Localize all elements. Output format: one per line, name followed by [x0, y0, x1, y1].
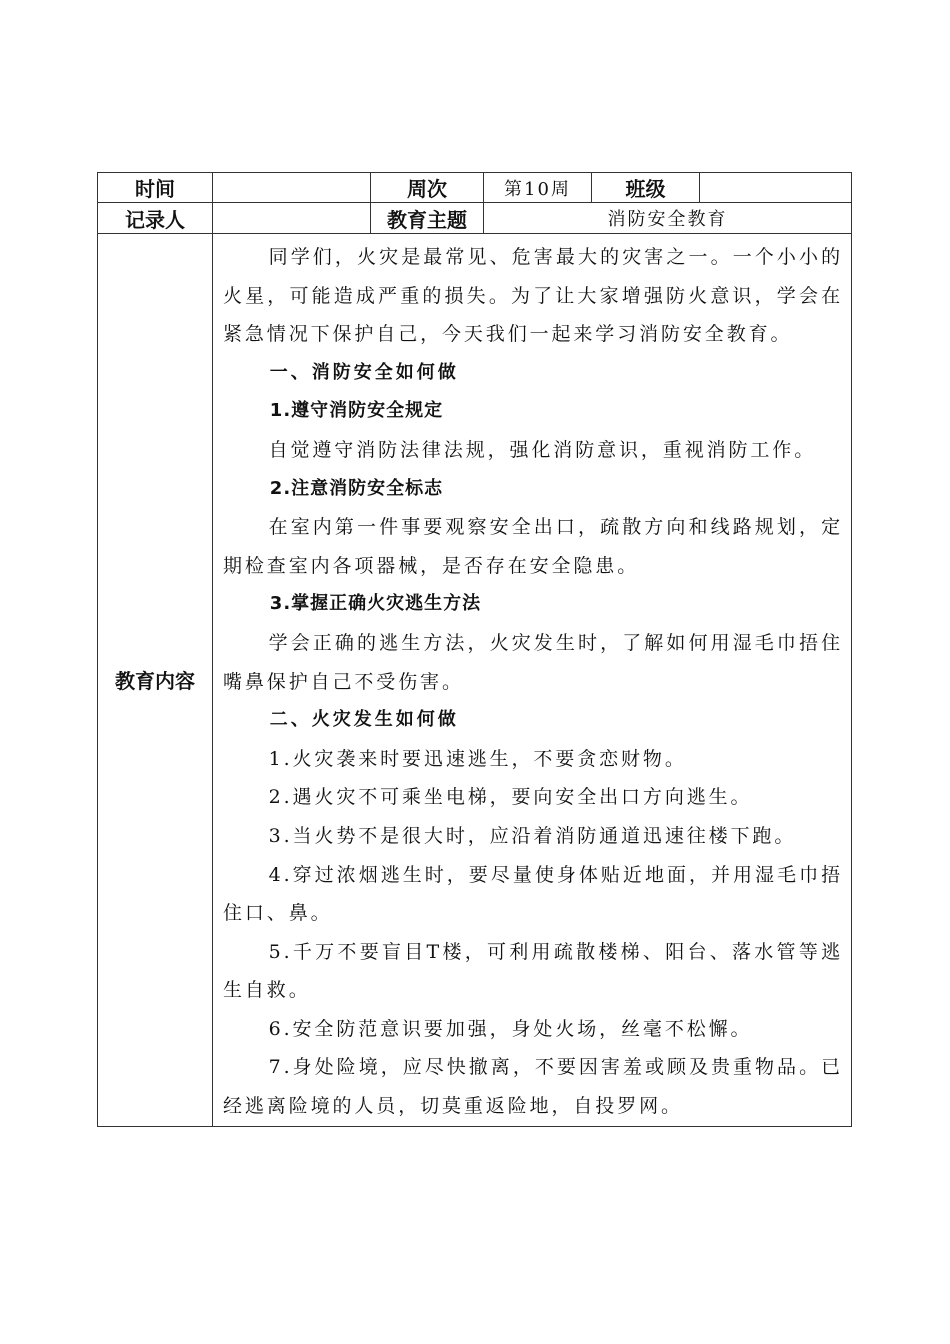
s2-item-7: 7.身处险境，应尽快撤离，不要因害羞或顾及贵重物品。已经逃离险境的人员，切莫重返险地，自投罗网。: [223, 1056, 843, 1118]
intro-paragraph: 同学们，火灾是最常见、危害最大的灾害之一。一个小小的火星，可能造成严重的损失。为了让大家增强防火意识，学会在紧急情况下保护自己，今天我们一起来学习消防安全教育。: [223, 246, 843, 346]
theme-value: 消防安全教育: [484, 203, 852, 234]
recorder-label: 记录人: [98, 203, 213, 234]
s1-item1-title: 1.遵守消防安全规定: [269, 400, 444, 422]
content-row: [98, 234, 852, 1127]
class-label: 班级: [592, 173, 700, 203]
education-record-table: [97, 172, 852, 1127]
s2-item-6: 6.安全防范意识要加强，身处火场，丝毫不松懈。: [268, 1017, 753, 1040]
s2-item-3: 3.当火势不是很大时，应沿着消防通道迅速往楼下跑。: [268, 824, 797, 847]
section1-title: 一、消防安全如何做: [269, 361, 459, 383]
content-body: [213, 234, 852, 1127]
theme-label: 教育主题: [371, 203, 484, 234]
s1-item2-text: 在室内第一件事要观察安全出口，疏散方向和线路规划，定期检查室内各项器械，是否存在安全隐患。: [223, 516, 843, 577]
time-label: 时间: [98, 173, 213, 203]
s1-item1-text: 自觉遵守消防法律法规，强化消防意识，重视消防工作。: [268, 438, 817, 461]
s2-item-4: 4.穿过浓烟逃生时，要尽量使身体贴近地面，并用湿毛巾捂住口、鼻。: [223, 863, 843, 925]
s2-item-5: 5.千万不要盲目T楼，可利用疏散楼梯、阳台、落水管等逃生自救。: [223, 940, 843, 1002]
s2-item-1: 1.火灾袭来时要迅速逃生，不要贪恋财物。: [268, 747, 687, 770]
time-value: [213, 173, 371, 203]
class-value: [700, 173, 852, 203]
header-row-1: [98, 173, 852, 203]
s1-item3-title: 3.掌握正确火灾逃生方法: [269, 593, 482, 615]
s1-item2-title: 2.注意消防安全标志: [269, 477, 444, 499]
section2-title: 二、火灾发生如何做: [269, 709, 459, 731]
header-row-2: [98, 203, 852, 234]
recorder-value: [213, 203, 371, 234]
week-label: 周次: [371, 173, 484, 203]
s2-item-2: 2.遇火灾不可乘坐电梯，要向安全出口方向逃生。: [268, 786, 753, 809]
s1-item3-text: 学会正确的逃生方法，火灾发生时，了解如何用湿毛巾捂住嘴鼻保护自己不受伤害。: [223, 631, 843, 693]
week-value: 第10周: [484, 173, 592, 203]
content-label: 教育内容: [98, 234, 213, 1127]
